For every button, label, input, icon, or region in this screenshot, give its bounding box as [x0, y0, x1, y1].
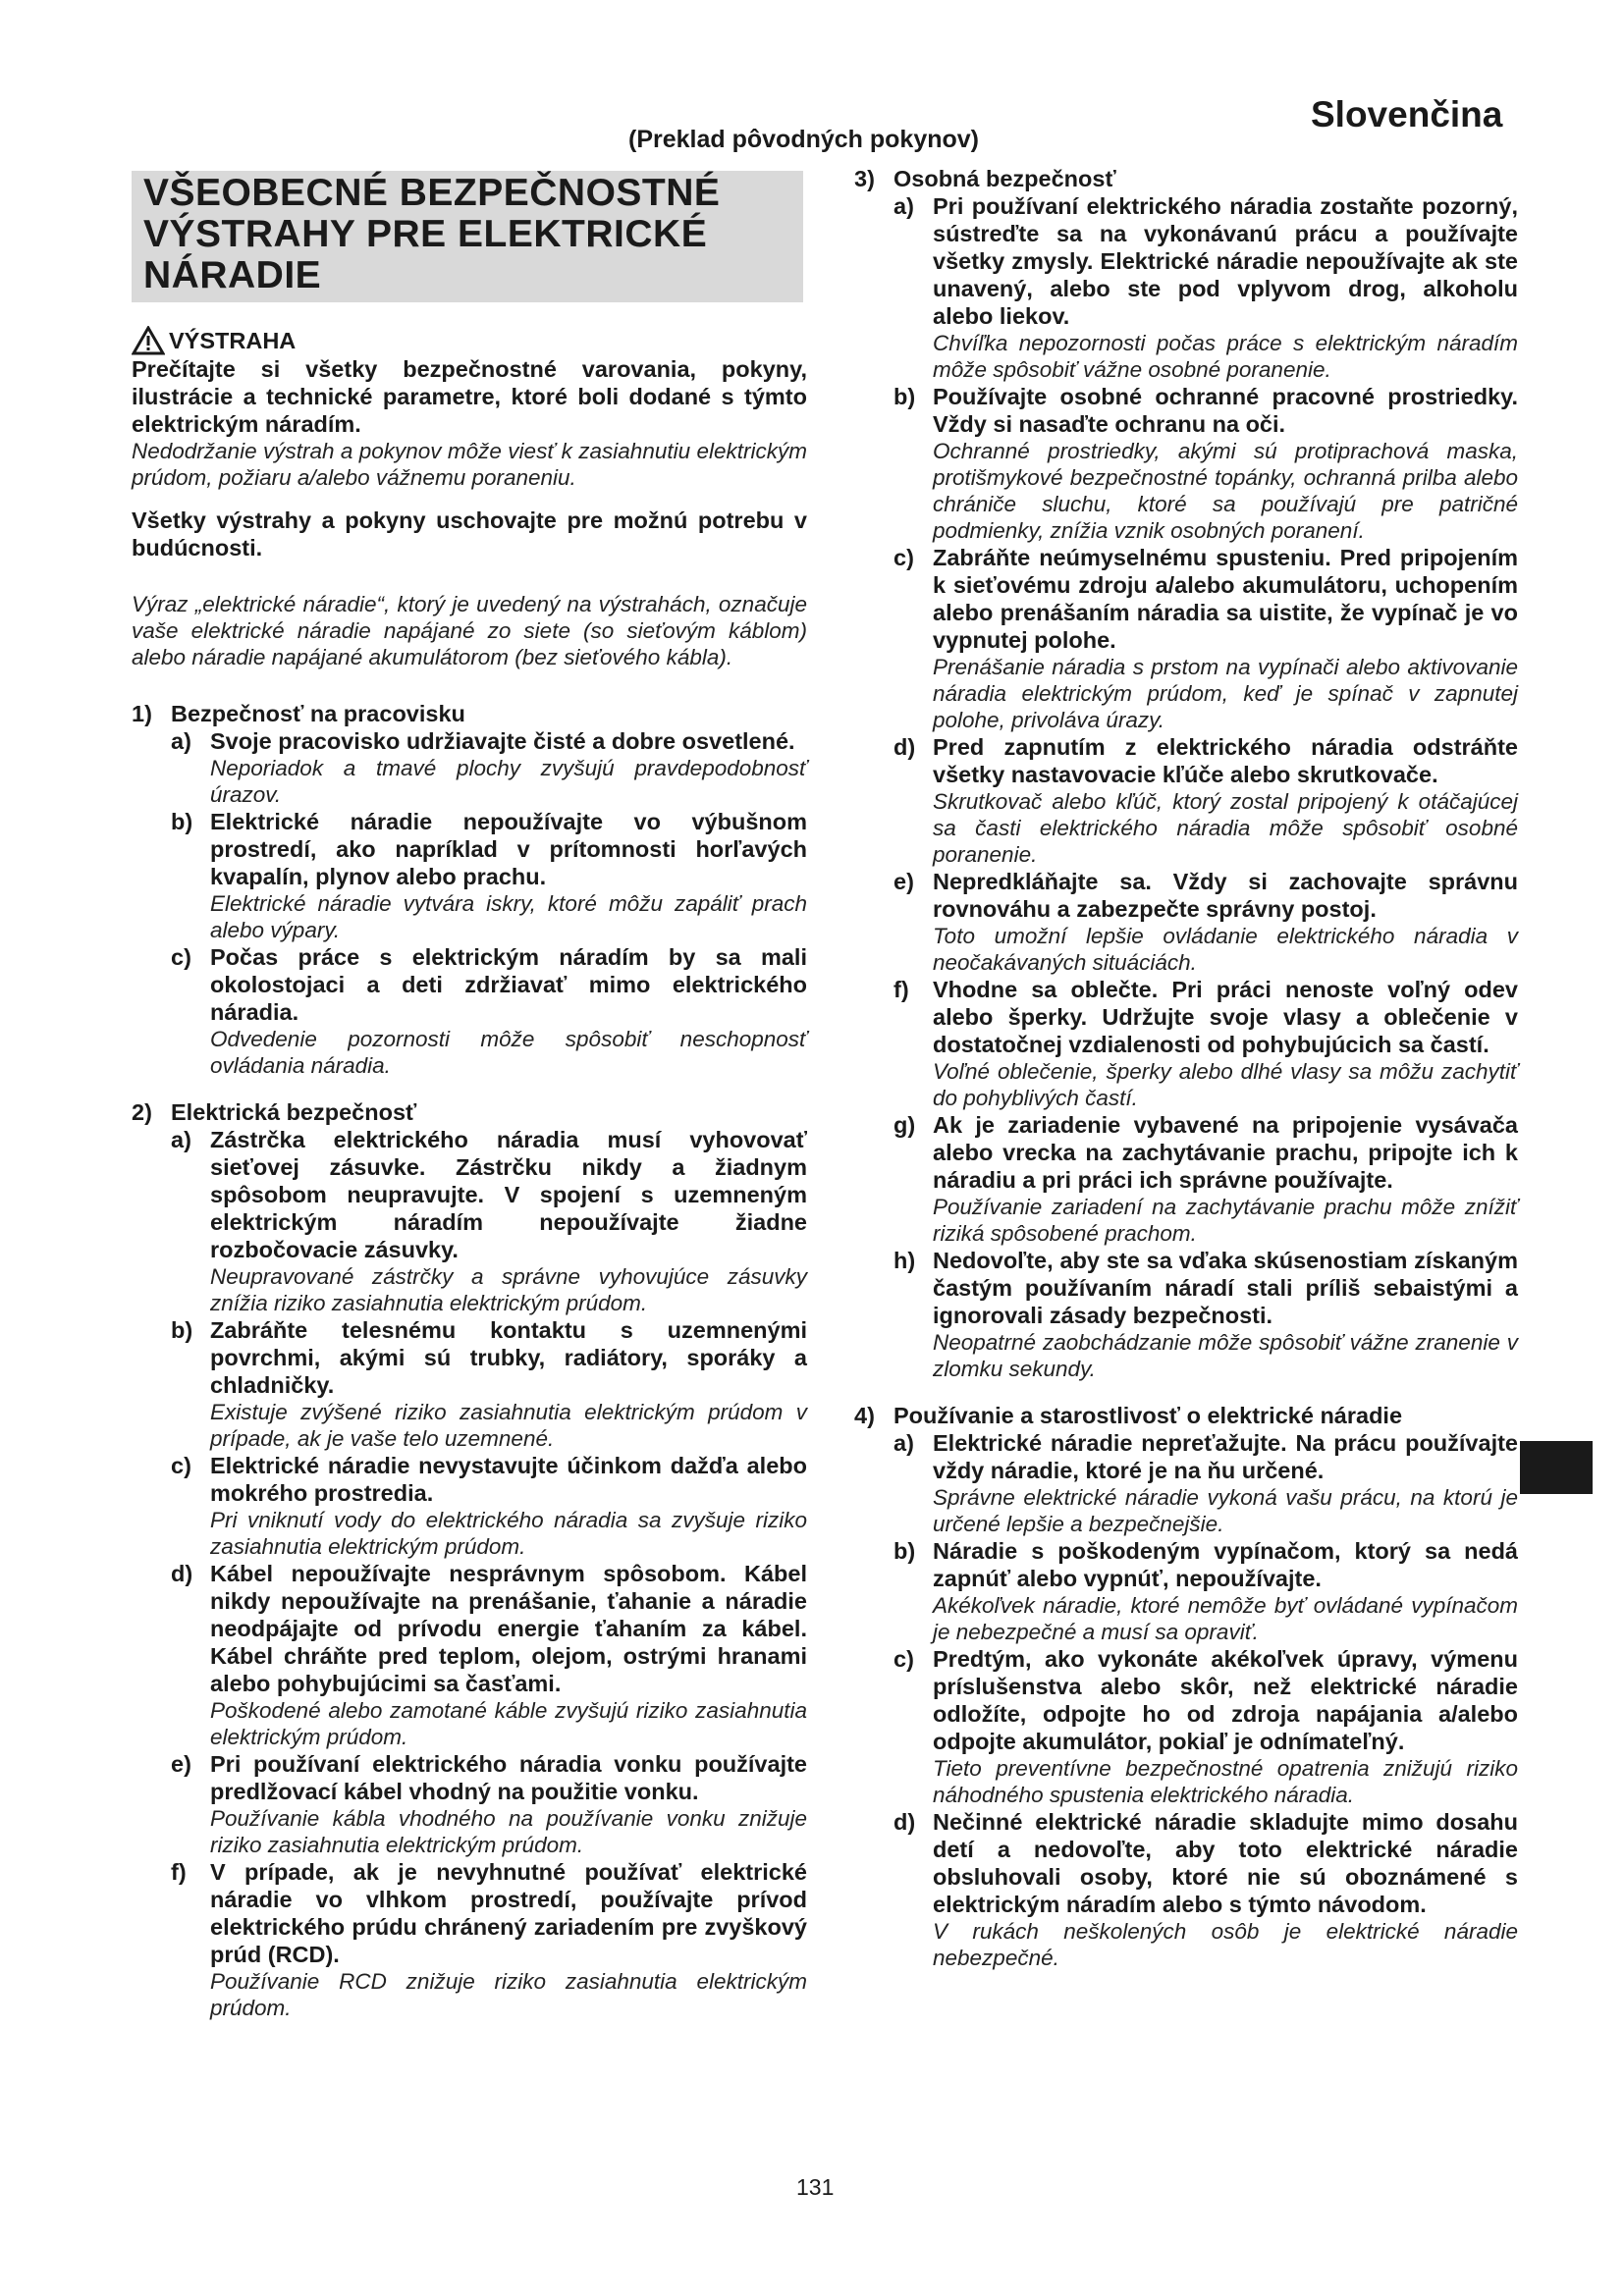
- item-bold-text: Zástrčka elektrického náradia musí vyhovovať sieťovej zásuvke. Zástrčku nikdy a žiadnym spôsobom neupravujte. V spojení s uzemneným elektrickým náradím nepoužívajte žiadne rozbočovacie zásuvky.: [210, 1127, 807, 1262]
- item-bold-text: Elektrické náradie nepoužívajte vo výbušnom prostredí, ako napríklad v prítomnosti horľavých kvapalín, plynov alebo prachu.: [210, 809, 807, 889]
- warning-triangle-icon: [132, 326, 165, 355]
- list-item: [171, 727, 807, 808]
- item-letter: b): [893, 1538, 916, 1564]
- list-item: [893, 1645, 1518, 1808]
- item-letter: b): [171, 809, 193, 834]
- section-4: [854, 1402, 1518, 1429]
- section-title: Používanie a starostlivosť o elektrické náradie: [893, 1403, 1403, 1428]
- list-item: [171, 943, 807, 1079]
- list-item: [893, 733, 1518, 868]
- warning-bold-text: Prečítajte si všetky bezpečnostné varovania, pokyny, ilustrácie a technické parametre, ktoré boli dodané s týmto elektrickým náradím.: [132, 356, 807, 437]
- list-item: [893, 1111, 1518, 1247]
- list-item: [171, 1560, 807, 1750]
- list-item: [893, 383, 1518, 544]
- item-bold-text: Pri používaní elektrického náradia zostaňte pozorný, sústreďte sa na vykonávanú prácu a používajte všetky zmysly. Elektrické náradie nepoužívajte ak ste unavený, alebo ste pod vplyvom drog, alkoholu alebo liekov.: [933, 193, 1518, 329]
- list-item: [893, 868, 1518, 976]
- list-item: [893, 1429, 1518, 1537]
- page-number: 131: [796, 2174, 835, 2200]
- item-bold-text: V prípade, ak je nevyhnutné používať elektrické náradie vo vlhkom prostredí, používajte prívod elektrického prúdu chránený zariadením pre zvyškový prúd (RCD).: [210, 1859, 807, 1967]
- item-bold-text: Predtým, ako vykonáte akékoľvek úpravy, výmenu príslušenstva alebo skôr, než elektrické náradie odložíte, odpojte ho od zdroja napájania a/alebo odpojte akumulátor, pokiaľ je odnímateľný.: [933, 1646, 1518, 1754]
- item-italic-text: Pri vniknutí vody do elektrického náradia sa zvyšuje riziko zasiahnutia elektrickým prúdom.: [210, 1508, 807, 1559]
- item-italic-text: Používanie zariadení na zachytávanie prachu môže znížiť riziká spôsobené prachom.: [933, 1195, 1518, 1246]
- item-letter: e): [171, 1751, 191, 1777]
- list-item: [893, 976, 1518, 1111]
- item-letter: d): [171, 1561, 193, 1586]
- item-italic-text: Chvíľka nepozornosti počas práce s elektrickým náradím môže spôsobiť vážne osobné poranenie.: [933, 331, 1518, 382]
- item-bold-text: Zabráňte neúmyselnému spusteniu. Pred pripojením k sieťovému zdroju a/alebo akumulátoru, uchopením alebo prenášaním náradia sa uistite, že vypínač je vo vypnutej polohe.: [933, 545, 1518, 653]
- side-tab-marker: [1520, 1441, 1593, 1494]
- list-item: [171, 1316, 807, 1452]
- section-3: [854, 165, 1518, 192]
- item-letter: a): [893, 1430, 914, 1456]
- item-letter: a): [893, 193, 914, 219]
- section-1: [132, 700, 807, 727]
- item-bold-text: Používajte osobné ochranné pracovné prostriedky. Vždy si nasaďte ochranu na oči.: [933, 384, 1518, 437]
- item-italic-text: Poškodené alebo zamotané káble zvyšujú riziko zasiahnutia elektrickým prúdom.: [210, 1698, 807, 1749]
- document-subtitle: (Preklad pôvodných pokynov): [628, 126, 980, 153]
- right-column: [854, 165, 1518, 1971]
- item-letter: h): [893, 1248, 916, 1273]
- item-bold-text: Počas práce s elektrickým náradím by sa mali okolostojaci a deti zdržiavať mimo elektrického náradia.: [210, 944, 807, 1025]
- list-item: [893, 1247, 1518, 1382]
- item-italic-text: Používanie RCD znižuje riziko zasiahnutia elektrickým prúdom.: [210, 1969, 807, 2020]
- section-2: [132, 1098, 807, 1126]
- item-italic-text: Neporiadok a tmavé plochy zvyšujú pravdepodobnosť úrazov.: [210, 756, 807, 807]
- item-italic-text: Elektrické náradie vytvára iskry, ktoré môžu zapáliť prach alebo výpary.: [210, 891, 807, 942]
- item-italic-text: Existuje zvýšené riziko zasiahnutia elektrickým prúdom v prípade, ak je vaše telo uzemnené.: [210, 1400, 807, 1451]
- item-letter: c): [171, 1453, 191, 1478]
- item-bold-text: Elektrické náradie nepreťažujte. Na prácu používajte vždy náradie, ktoré je na ňu určené.: [933, 1430, 1518, 1483]
- item-letter: b): [171, 1317, 193, 1343]
- item-bold-text: Elektrické náradie nevystavujte účinkom dažďa alebo mokrého prostredia.: [210, 1453, 807, 1506]
- item-italic-text: Prenášanie náradia s prstom na vypínači alebo aktivovanie náradia elektrickým prúdom, keď je spínač v zapnutej polohe, privoláva úrazy.: [933, 655, 1518, 732]
- section-number: 3): [854, 166, 875, 191]
- item-letter: f): [171, 1859, 187, 1885]
- item-letter: a): [171, 728, 191, 754]
- warning-label: VÝSTRAHA: [169, 328, 297, 353]
- item-bold-text: Kábel nepoužívajte nesprávnym spôsobom. Kábel nikdy nepoužívajte na prenášanie, ťahanie a náradie neodpájajte od prívodu energie ťahaním za kábel. Kábel chráňte pred teplom, olejom, ostrými hranami alebo pohybujúcimi sa časťami.: [210, 1561, 807, 1696]
- section-number: 4): [854, 1403, 875, 1428]
- item-bold-text: Náradie s poškodeným vypínačom, ktorý sa nedá zapnúť alebo vypnúť, nepoužívajte.: [933, 1538, 1518, 1591]
- section-number: 1): [132, 701, 152, 726]
- warning-heading: [132, 326, 807, 355]
- item-letter: c): [893, 1646, 914, 1672]
- item-letter: c): [893, 545, 914, 570]
- section-title: Osobná bezpečnosť: [893, 166, 1116, 191]
- item-letter: b): [893, 384, 916, 409]
- list-item: [893, 1537, 1518, 1645]
- item-italic-text: Správne elektrické náradie vykoná vašu prácu, na ktorú je určené lepšie a bezpečnejšie.: [933, 1485, 1518, 1536]
- item-bold-text: Pri používaní elektrického náradia vonku používajte predlžovací kábel vhodný na použitie vonku.: [210, 1751, 807, 1804]
- main-title: VŠEOBECNÉ BEZPEČNOSTNÉ VÝSTRAHY PRE ELEKTRICKÉ NÁRADIE: [143, 172, 721, 296]
- warning-definition: Výraz „elektrické náradie“, ktorý je uvedený na výstrahách, označuje vaše elektrické náradie napájané zo siete (so sieťovým káblom) alebo náradie napájané akumulátorom (bez sieťového kábla).: [132, 592, 807, 669]
- item-italic-text: Odvedenie pozornosti môže spôsobiť neschopnosť ovládania náradia.: [210, 1027, 807, 1078]
- item-bold-text: Svoje pracovisko udržiavajte čisté a dobre osvetlené.: [210, 728, 795, 754]
- item-letter: d): [893, 1809, 916, 1835]
- item-letter: f): [893, 977, 909, 1002]
- list-item: [171, 1858, 807, 2021]
- item-bold-text: Nečinné elektrické náradie skladujte mimo dosahu detí a nedovoľte, aby toto elektrické náradie obsluhovali osoby, ktoré nie sú oboznámené s elektrickým náradím alebo s týmto návodom.: [933, 1809, 1518, 1917]
- item-bold-text: Nedovoľte, aby ste sa vďaka skúsenostiam získaným častým používaním náradí stali príliš sebaistými a ignorovali zásady bezpečnosti.: [933, 1248, 1518, 1328]
- item-bold-text: Pred zapnutím z elektrického náradia odstráňte všetky nastavovacie kľúče alebo skrutkovače.: [933, 734, 1518, 787]
- item-letter: g): [893, 1112, 916, 1138]
- list-item: [893, 192, 1518, 383]
- item-italic-text: Voľné oblečenie, šperky alebo dlhé vlasy sa môžu zachytiť do pohyblivých častí.: [933, 1059, 1518, 1110]
- item-letter: d): [893, 734, 916, 760]
- item-italic-text: Skrutkovač alebo kľúč, ktorý zostal pripojený k otáčajúcej sa časti elektrického náradia môže spôsobiť osobné poranenie.: [933, 789, 1518, 867]
- item-italic-text: Neupravované zástrčky a správne vyhovujúce zásuvky znížia riziko zasiahnutia elektrickým prúdom.: [210, 1264, 807, 1315]
- section-title: Bezpečnosť na pracovisku: [171, 701, 465, 726]
- item-italic-text: Toto umožní lepšie ovládanie elektrického náradia v neočakávaných situáciách.: [933, 924, 1518, 975]
- warning-italic-text: Nedodržanie výstrah a pokynov môže viesť k zasiahnutiu elektrickým prúdom, požiaru a/alebo vážnemu poraneniu.: [132, 439, 807, 490]
- item-bold-text: Zabráňte telesnému kontaktu s uzemnenými povrchmi, akými sú trubky, radiátory, sporáky a chladničky.: [210, 1317, 807, 1398]
- item-italic-text: Neopatrné zaobchádzanie môže spôsobiť vážne zranenie v zlomku sekundy.: [933, 1330, 1518, 1381]
- item-italic-text: Používanie kábla vhodného na používanie vonku znižuje riziko zasiahnutia elektrickým prúdom.: [210, 1806, 807, 1857]
- title-box: [132, 171, 803, 302]
- list-item: [893, 544, 1518, 733]
- item-italic-text: Tieto preventívne bezpečnostné opatrenia znižujú riziko náhodného spustenia elektrického náradia.: [933, 1756, 1518, 1807]
- left-column: [132, 326, 807, 2021]
- section-title: Elektrická bezpečnosť: [171, 1099, 417, 1125]
- warning-keep-text: Všetky výstrahy a pokyny uschovajte pre možnú potrebu v budúcnosti.: [132, 507, 807, 561]
- item-bold-text: Nepredkláňajte sa. Vždy si zachovajte správnu rovnováhu a zabezpečte správny postoj.: [933, 869, 1518, 922]
- item-italic-text: Akékoľvek náradie, ktoré nemôže byť ovládané vypínačom je nebezpečné a musí sa opraviť.: [933, 1593, 1518, 1644]
- list-item: [893, 1808, 1518, 1971]
- item-bold-text: Vhodne sa oblečte. Pri práci nenoste voľný odev alebo šperky. Udržujte svoje vlasy a oblečenie v dostatočnej vzdialenosti od pohybujúcich sa častí.: [933, 977, 1518, 1057]
- item-bold-text: Ak je zariadenie vybavené na pripojenie vysávača alebo vrecka na zachytávanie prachu, pripojte ich k náradiu a pri práci ich správne používajte.: [933, 1112, 1518, 1193]
- language-label: Slovenčina: [1311, 94, 1503, 134]
- item-letter: e): [893, 869, 914, 894]
- list-item: [171, 1126, 807, 1316]
- list-item: [171, 1452, 807, 1560]
- item-letter: a): [171, 1127, 191, 1152]
- item-italic-text: Ochranné prostriedky, akými sú protiprachová maska, protišmykové bezpečnostné topánky, ochranná prilba alebo chrániče sluchu, ktoré sa používajú pre patričné podmienky, znížia vznik osobných poranení.: [933, 439, 1518, 543]
- list-item: [171, 808, 807, 943]
- section-number: 2): [132, 1099, 152, 1125]
- item-italic-text: V rukách neškolených osôb je elektrické náradie nebezpečné.: [933, 1919, 1518, 1970]
- item-letter: c): [171, 944, 191, 970]
- list-item: [171, 1750, 807, 1858]
